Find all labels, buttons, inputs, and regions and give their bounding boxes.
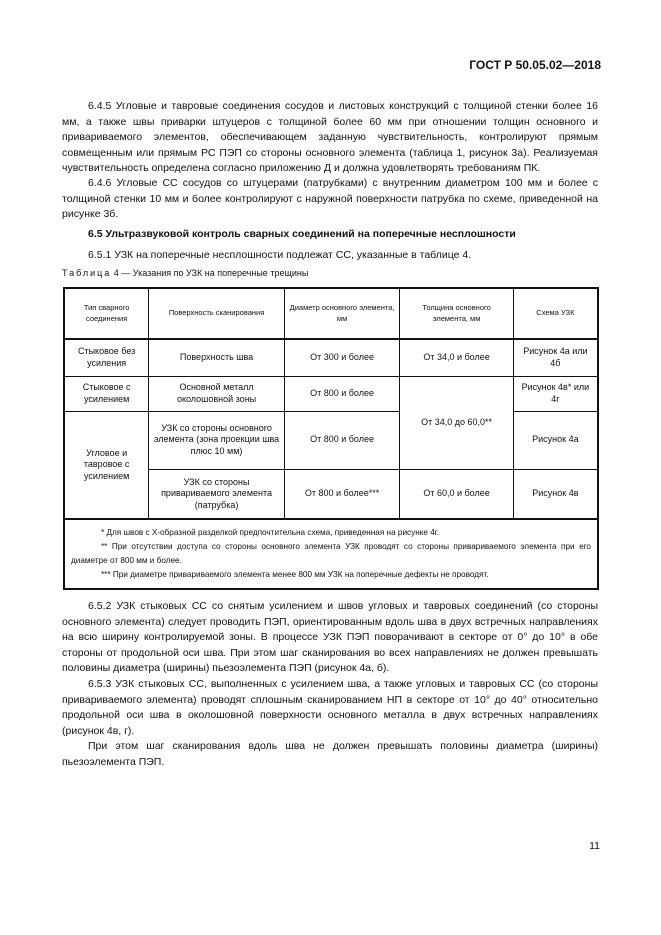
footnote: ** При отсутствии доступа со стороны основного элемента УЗК проводят со стороны привариваемого элемента при его диаметре от 800 мм и более. [71, 542, 591, 565]
paragraph-6-5-1: 6.5.1 УЗК на поперечные несплошности подлежат СС, указанные в таблице 4. [88, 249, 472, 261]
table-cell: Стыковое без усиления [64, 339, 149, 376]
table-cell: От 300 и более [284, 339, 399, 376]
table-cell-merged-thickness: От 34,0 до 60,0** [400, 376, 513, 469]
paragraph-text: 6.4.6 Угловые СС сосудов со штуцерами (патрубками) с внутренним диаметром 100 мм и более с толщиной стенки 10 мм и более контролируют с наружной поверхности патрубка по схеме, приведенной на рисунке 3б. [62, 177, 598, 221]
header-cell-scheme: Схема УЗК [513, 288, 598, 339]
ultrasonic-table [63, 287, 599, 590]
table-footnotes [64, 519, 598, 589]
table-cell: Рисунок 4в [513, 469, 598, 519]
page-number: 11 [589, 840, 600, 852]
table-cell: От 800 и более [284, 411, 399, 469]
paragraph-text: 6.5.3 УЗК стыковых СС, выполненных с усилением шва, а также угловых и тавровых СС (со стороны привариваемого элемента) проводят сплошным сканированием НП в секторе от 10° до 40° относительно продольной оси шва в околошовной поверхности основного металла в двух встречных направлениях (рисунок 4в, г). [62, 678, 598, 737]
table-cell: УЗК со стороны привариваемого элемента (патрубка) [149, 469, 285, 519]
table-cell: От 800 и более [284, 376, 399, 411]
table-row [64, 376, 598, 411]
table-cell: Рисунок 4в* или 4г [513, 376, 598, 411]
header-cell-surface: Поверхность сканирования [149, 288, 285, 339]
paragraph-6-5-3-cont [62, 739, 598, 770]
table-cell: УЗК со стороны основного элемента (зона проекции шва плюс 10 мм) [149, 411, 285, 469]
header-cell-diameter: Диаметр основного элемента, мм [284, 288, 399, 339]
table-cell: Рисунок 4а или 4б [513, 339, 598, 376]
table-cell: От 800 и более*** [284, 469, 399, 519]
paragraph-text: 6.5.2 УЗК стыковых СС со снятым усилением и швов угловых и тавровых соединений (со стороны основного элемента) следует проводить ПЭП, ориентированным вдоль шва в двух встречных направлениях на всю ширину контролируемой зоны. В процессе УЗК ПЭП поворачивают в секторе от 0° до 10° в обе стороны от продольной оси шва. При этом шаг сканирования во всех направлениях не должен превышать половины диаметра (ширины) пьезоэлемента ПЭП (рисунок 4а, б). [62, 600, 598, 675]
paragraph-6-5-2 [62, 599, 598, 677]
table-cell: Стыковое с усилением [64, 376, 149, 411]
paragraph-6-4-6 [62, 176, 598, 223]
table-cell-merged-type: Угловое и тавровое с усилением [64, 411, 149, 519]
header-cell-type: Тип сварного соединения [64, 288, 149, 339]
table-cell: От 60,0 и более [400, 469, 513, 519]
header-cell-thickness: Толщина основного элемента, мм [400, 288, 513, 339]
paragraph-6-5-3 [62, 677, 598, 739]
table-row [64, 339, 598, 376]
table-cell: Рисунок 4а [513, 411, 598, 469]
paragraph-6-4-5 [62, 99, 598, 177]
table-caption-text: 4 — Указания по УЗК на поперечные трещины [111, 268, 309, 278]
table-footnotes-row [64, 519, 598, 589]
paragraph-text: При этом шаг сканирования вдоль шва не должен превышать половины диаметра (ширины) пьезоэлемента ПЭП. [62, 740, 598, 768]
document-header-id: ГОСТ Р 50.05.02—2018 [469, 58, 601, 72]
table-cell: Поверхность шва [149, 339, 285, 376]
table-caption [62, 268, 308, 278]
table-cell: Основной металл околошовной зоны [149, 376, 285, 411]
footnote: * Для швов с Х-образной разделкой предпочтительна схема, приведенная на рисунке 4г. [101, 528, 440, 537]
section-heading-6-5: 6.5 Ультразвуковой контроль сварных соединений на поперечные несплошности [88, 228, 516, 240]
table-row [64, 411, 598, 469]
table-caption-label: Таблица [62, 268, 112, 278]
paragraph-text: 6.4.5 Угловые и тавровые соединения сосудов и листовых конструкций с толщиной стенки более 16 мм, а также швы приварки штуцеров с толщиной более 60 мм при отношении толщин основного и привариваемого элементов, обеспечивающем заданную чувствительность, контролируют прямым совмещенным или прямым РС ПЭП со стороны основного элемента (таблица 1, рисунок 3а). Реализуемая чувствительность определена согласно приложению Д и должна удовлетворять требованиям ПК. [62, 100, 598, 175]
table-header-row [64, 288, 598, 339]
footnote: *** При диаметре привариваемого элемента менее 800 мм УЗК на поперечные дефекты не проводят. [101, 570, 489, 579]
table-cell: От 34,0 и более [400, 339, 513, 376]
